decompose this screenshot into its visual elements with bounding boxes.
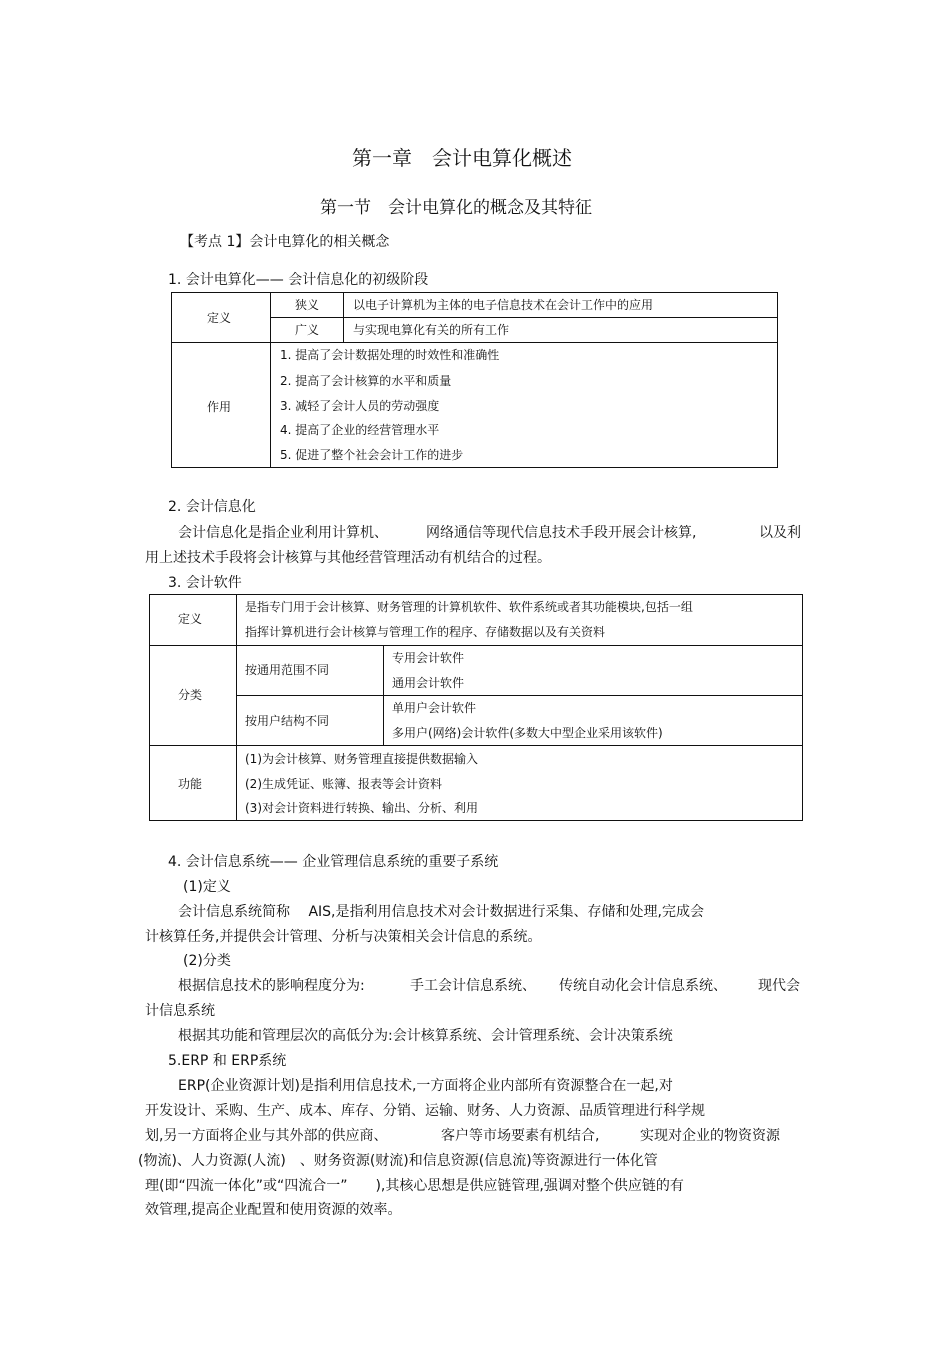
t2-range-item: 专用会计软件 (392, 651, 465, 665)
s5-line: 效管理,提高企业配置和使用资源的效率。 (145, 1202, 402, 1218)
t1-broad-text: 与实现电算化有关的所有工作 (353, 323, 510, 337)
s4-def-line: 会计信息系统简称 AIS,是指利用信息技术对会计数据进行采集、存储和处理,完成会 (178, 904, 704, 920)
t1-func-item: 2. 提高了会计核算的水平和质量 (280, 374, 452, 388)
s5-line-part: 实现对企业的物资资源 (640, 1128, 780, 1144)
s4-cls-line: 计信息系统 (145, 1003, 215, 1019)
t1-broad-label: 广义 (295, 323, 320, 337)
t2-by-user: 按用户结构不同 (245, 714, 330, 728)
t1-narrow-text: 以电子计算机为主体的电子信息技术在会计工作中的应用 (353, 298, 654, 312)
t1-def-label: 定义 (207, 311, 232, 325)
s4-sub-definition: (1)定义 (183, 879, 231, 895)
s4-cls-line: 根据其功能和管理层次的高低分为:会计核算系统、会计管理系统、会计决策系统 (178, 1028, 673, 1044)
t2-def-label: 定义 (178, 612, 203, 626)
t1-func-label: 作用 (207, 400, 232, 414)
t2-def-line: 是指专门用于会计核算、财务管理的计算机软件、软件系统或者其功能模块,包括一组 (245, 600, 693, 614)
s4-cls-part: 根据信息技术的影响程度分为: (178, 978, 365, 994)
t2-by-range: 按通用范围不同 (245, 663, 330, 677)
t1-narrow-label: 狭义 (295, 298, 320, 312)
t2-func-item: (3)对会计资料进行转换、输出、分析、利用 (245, 801, 478, 815)
s4-sub-classification: (2)分类 (183, 953, 231, 969)
s5-line-part: 划,另一方面将企业与其外部的供应商、 (145, 1128, 388, 1144)
s5-line: ERP(企业资源计划)是指利用信息技术,一方面将企业内部所有资源整合在一起,对 (178, 1078, 673, 1094)
t2-def-line: 指挥计算机进行会计核算与管理工作的程序、存储数据以及有关资料 (245, 625, 606, 639)
s1-heading: 1. 会计电算化—— 会计信息化的初级阶段 (168, 272, 429, 288)
section-title: 第一节 会计电算化的概念及其特征 (320, 198, 592, 218)
s2-para-part: 网络通信等现代信息技术手段开展会计核算, (426, 525, 697, 541)
t1-func-item: 1. 提高了会计数据处理的时效性和准确性 (280, 348, 500, 362)
t2-func-item: (1)为会计核算、财务管理直接提供数据输入 (245, 752, 478, 766)
t2-range-item: 通用会计软件 (392, 676, 465, 690)
s4-cls-part: 传统自动化会计信息系统、 (559, 978, 727, 994)
t2-func-label: 功能 (178, 777, 203, 791)
s4-cls-part: 现代会 (758, 978, 800, 994)
s5-line: 开发设计、采购、生产、成本、库存、分销、运输、财务、人力资源、品质管理进行科学规 (145, 1103, 705, 1119)
s5-heading: 5.ERP 和 ERP系统 (168, 1053, 287, 1069)
s3-heading: 3. 会计软件 (168, 575, 242, 591)
t2-class-label: 分类 (178, 688, 203, 702)
s4-heading: 4. 会计信息系统—— 企业管理信息系统的重要子系统 (168, 854, 499, 870)
s5-line: 理(即“四流一体化”或“四流合一” ),其核心思想是供应链管理,强调对整个供应链的有 (145, 1178, 684, 1194)
s4-def-line: 计核算任务,并提供会计管理、分析与决策相关会计信息的系统。 (145, 929, 542, 945)
s2-para-part: 以及利 (759, 525, 801, 541)
t2-func-item: (2)生成凭证、账簿、报表等会计资料 (245, 777, 442, 791)
s5-line-part: 客户等市场要素有机结合, (441, 1128, 600, 1144)
s5-line: (物流)、人力资源(人流) 、财务资源(财流)和信息资源(信息流)等资源进行一体化管 (138, 1153, 658, 1169)
s2-para-part: 会计信息化是指企业利用计算机、 (178, 525, 388, 541)
s2-para-line: 用上述技术手段将会计核算与其他经营管理活动有机结合的过程。 (145, 550, 551, 566)
t1-func-item: 5. 促进了整个社会会计工作的进步 (280, 448, 464, 462)
s2-heading: 2. 会计信息化 (168, 499, 256, 515)
kaodian-heading: 【考点 1】会计电算化的相关概念 (180, 234, 390, 250)
t1-func-item: 3. 减轻了会计人员的劳动强度 (280, 399, 440, 413)
t2-user-item: 多用户(网络)会计软件(多数大中型企业采用该软件) (392, 726, 663, 740)
t1-func-item: 4. 提高了企业的经营管理水平 (280, 423, 440, 437)
chapter-title: 第一章 会计电算化概述 (352, 146, 572, 170)
s4-cls-part: 手工会计信息系统、 (410, 978, 536, 994)
t2-user-item: 单用户会计软件 (392, 701, 477, 715)
